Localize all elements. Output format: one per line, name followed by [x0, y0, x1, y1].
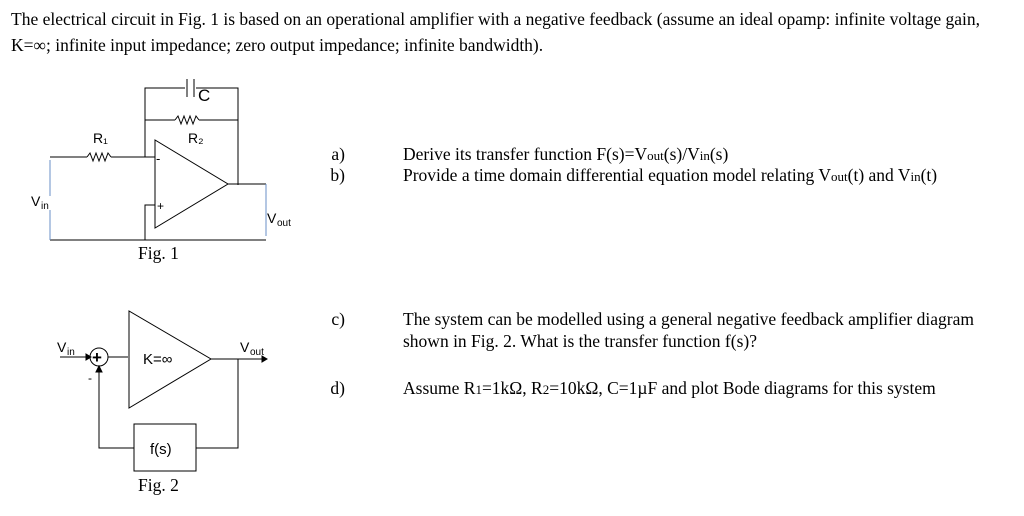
feedback-label: f(s) — [150, 441, 172, 458]
label-r2: R₂ — [188, 130, 204, 146]
question-a-letter: a) — [331, 144, 345, 164]
question-b-part3: (t) — [920, 165, 938, 185]
fig2-minus-sign: - — [88, 371, 92, 385]
question-c-letter: c) — [331, 309, 345, 329]
fig1-vin-subscript: in — [41, 201, 49, 212]
question-d-letter: d) — [330, 378, 345, 398]
label-r1: R₁ — [93, 130, 108, 146]
question-d-text — [403, 377, 1003, 401]
question-b-part1: Provide a time domain differential equation model relating V — [403, 165, 831, 185]
fig1-opamp — [155, 140, 228, 228]
question-d-part3: =10kΩ, C=1µF and plot Bode diagrams for this system — [549, 378, 936, 398]
problem-intro: The electrical circuit in Fig. 1 is based on an operational amplifier with a negative feedback (assume an ideal opamp: infinite voltage gain, K=∞; infinite input impedance; zero output impedance; infinite bandwidth). — [11, 9, 980, 55]
r1-resistor — [87, 153, 111, 161]
fig1-vin-label: V — [31, 193, 41, 209]
question-b-part2: (t) and V — [847, 165, 911, 185]
fig2-caption: Fig. 2 — [138, 475, 179, 495]
label-c: C — [198, 86, 211, 105]
fig1-minus-sign: - — [156, 151, 161, 166]
question-d-part1: Assume R — [403, 378, 476, 398]
question-b-sub2: in — [910, 169, 921, 184]
question-d-part2: =1kΩ, R — [481, 378, 543, 398]
fig1-vout-subscript: out — [277, 218, 291, 229]
question-b-text — [403, 164, 1003, 188]
question-b-sub1: out — [831, 169, 848, 184]
fig1-vout-label: V — [267, 210, 277, 226]
question-a-part3: (s) — [709, 144, 729, 164]
question-b-letter: b) — [330, 165, 345, 185]
fig2-vout-label: V — [240, 339, 250, 355]
fig2-vin-label: V — [57, 339, 67, 355]
fig1-plus-sign: + — [157, 199, 165, 213]
question-a-part2: (s)/V — [663, 144, 700, 164]
question-c-text: The system can be modelled using a general negative feedback amplifier diagram shown in Fig. 2. What is the transfer function f(s)? — [403, 309, 974, 351]
gain-label: K=∞ — [143, 351, 173, 368]
question-d-sub1: 1 — [475, 382, 482, 397]
question-a-part1: Derive its transfer function F(s)=V — [403, 144, 648, 164]
fig1-caption: Fig. 1 — [138, 243, 179, 263]
r2-resistor — [175, 116, 199, 124]
question-a-sub1: out — [647, 148, 664, 163]
question-d-sub2: 2 — [542, 382, 550, 397]
fig2-vout-subscript: out — [250, 347, 264, 358]
question-a-sub2: in — [699, 148, 710, 163]
sum-plus-sign: + — [92, 348, 102, 367]
fig2-vin-subscript: in — [67, 347, 75, 358]
